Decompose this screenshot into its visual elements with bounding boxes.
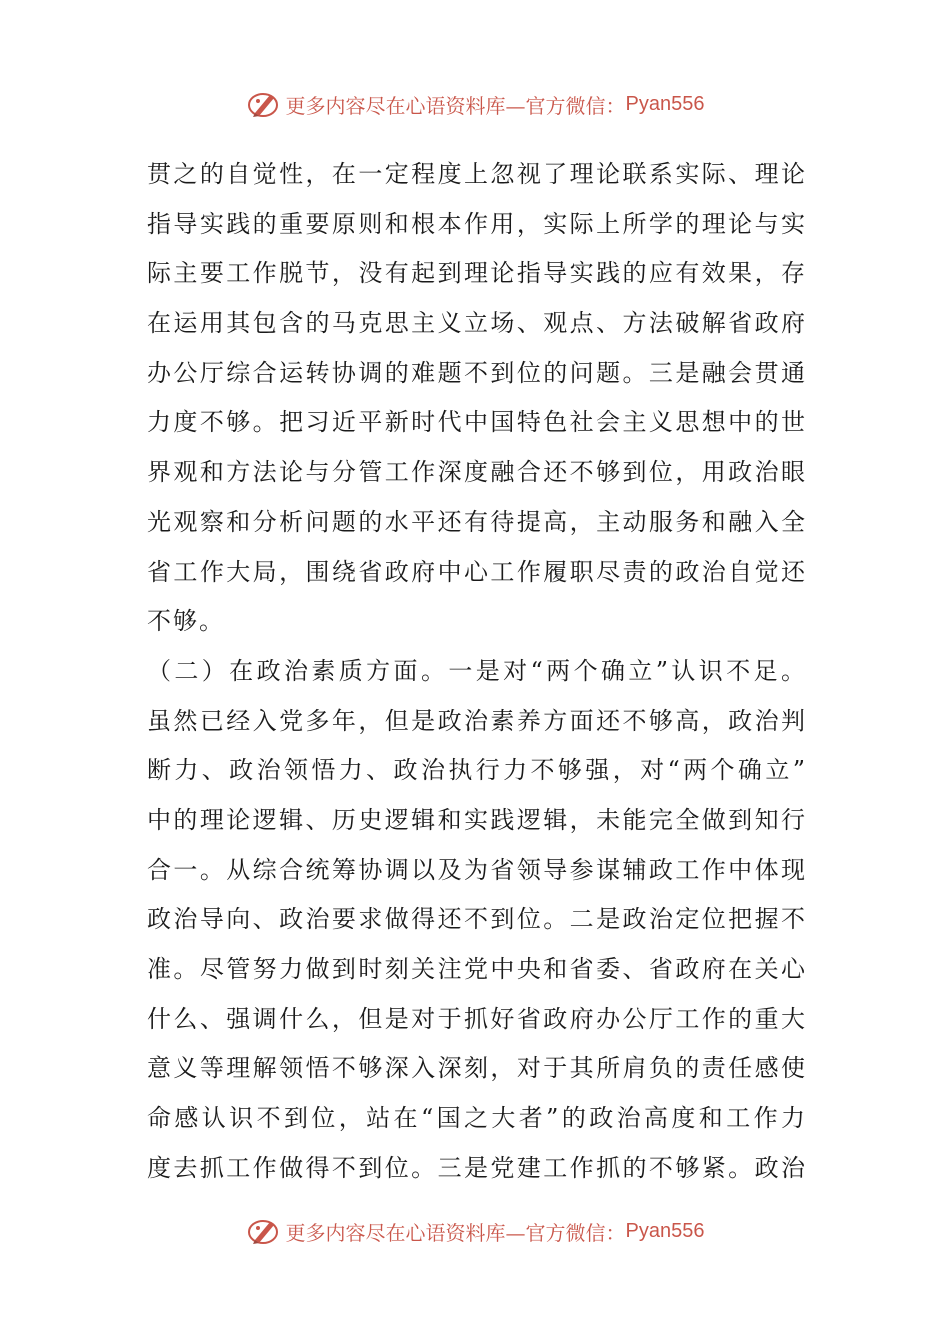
body-line: 政治导向、政治要求做得还不到位。二是政治定位把握不 <box>147 905 807 934</box>
body-line: 在运用其包含的马克思主义立场、观点、方法破解省政府 <box>147 309 807 338</box>
body-line: 办公厅综合运转协调的难题不到位的问题。三是融会贯通 <box>147 358 807 387</box>
body-line: 断力、政治领悟力、政治执行力不够强，对“两个确立” <box>147 756 807 785</box>
pen-logo-icon <box>246 89 280 119</box>
pen-logo-icon <box>246 1216 280 1246</box>
body-line: 中的理论逻辑、历史逻辑和实践逻辑，未能完全做到知行 <box>147 805 807 834</box>
watermark-handle: Pyan556 <box>625 92 705 115</box>
header-watermark <box>0 84 950 124</box>
body-line: 虽然已经入党多年，但是政治素养方面还不够高，政治判 <box>147 706 807 735</box>
body-line: 光观察和分析问题的水平还有待提高，主动服务和融入全 <box>147 507 807 536</box>
body-line: 合一。从综合统筹协调以及为省领导参谋辅政工作中体现 <box>147 855 807 884</box>
body-line: 界观和方法论与分管工作深度融合还不够到位，用政治眼 <box>147 458 807 487</box>
body-line: 意义等理解领悟不够深入深刻，对于其所肩负的责任感使 <box>147 1054 807 1083</box>
body-line: 命感认识不到位，站在“国之大者”的政治高度和工作力 <box>147 1104 807 1133</box>
watermark-text: 更多内容尽在心语资料库—官方微信： <box>285 93 626 118</box>
body-line: 际主要工作脱节，没有起到理论指导实践的应有效果，存 <box>147 259 807 288</box>
body-line: 不够。 <box>147 607 225 636</box>
body-line: 贯之的自觉性，在一定程度上忽视了理论联系实际、理论 <box>147 160 807 188</box>
watermark-text: 更多内容尽在心语资料库—官方微信： <box>285 1220 626 1245</box>
watermark-handle: Pyan556 <box>625 1219 705 1242</box>
section-heading-line: （二）在政治素质方面。一是对“两个确立”认识不足。 <box>147 656 807 685</box>
body-line: 准。尽管努力做到时刻关注党中央和省委、省政府在关心 <box>147 955 807 983</box>
body-line: 力度不够。把习近平新时代中国特色社会主义思想中的世 <box>147 408 807 437</box>
body-line: 指导实践的重要原则和根本作用，实际上所学的理论与实 <box>147 209 807 238</box>
footer-watermark <box>0 1211 950 1251</box>
body-line: 省工作大局，围绕省政府中心工作履职尽责的政治自觉还 <box>147 557 807 586</box>
document-body <box>147 150 807 1193</box>
body-line: 度去抓工作做得不到位。三是党建工作抓的不够紧。政治 <box>147 1153 807 1182</box>
body-line: 什么、强调什么，但是对于抓好省政府办公厅工作的重大 <box>147 1004 807 1033</box>
